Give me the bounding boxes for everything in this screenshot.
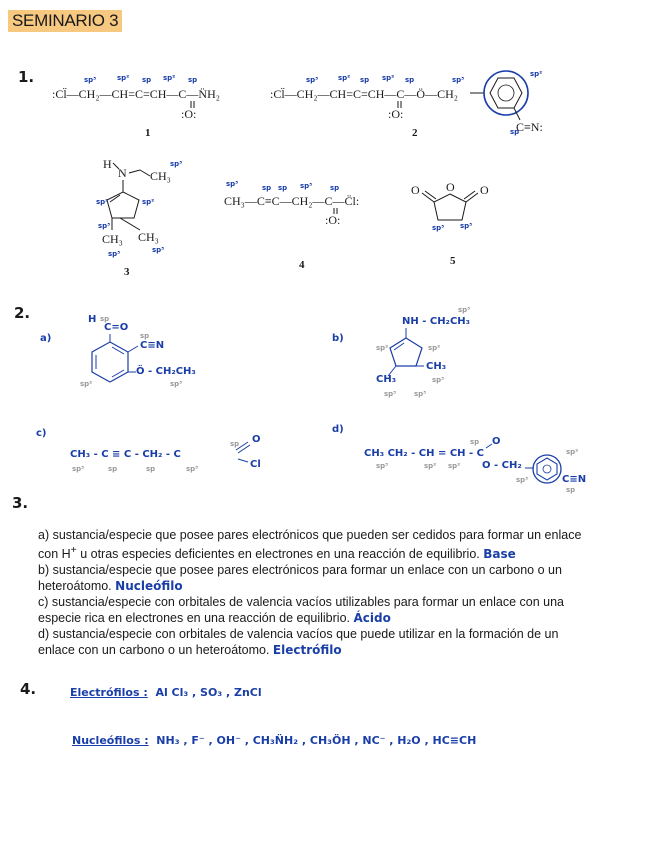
nucleofilos-list: NH₃ , F⁻ , OH⁻ , CH₃N̈H₂ , CH₃ÖH , NC⁻ , H₂O , HC≡CH bbox=[156, 734, 477, 747]
molecule-2-nitrile: C≡N: bbox=[516, 120, 543, 134]
hyb-label: sp² bbox=[382, 74, 395, 82]
hyb-label: sp³ bbox=[108, 250, 121, 258]
q3-a-answer: Base bbox=[483, 547, 516, 562]
q3-c-text: c) sustancia/especie con orbitales de valencia vacíos utilizables para formar un enlace con una especie rica en electrones en una reacción de equilibrio. bbox=[38, 595, 564, 626]
electrofilos-label: Electrófilos : bbox=[70, 686, 148, 699]
molecule-4-number: 4 bbox=[299, 259, 305, 271]
hyb-label: sp bbox=[230, 440, 240, 448]
hyb-label: sp³ bbox=[414, 390, 427, 398]
hyb-label: sp bbox=[405, 76, 415, 84]
q2-b-amine: NH - CH₂CH₃ bbox=[402, 316, 471, 327]
hyb-label: sp³ bbox=[460, 222, 473, 230]
q3-a-superscript: + bbox=[70, 545, 77, 556]
hyb-label: sp³ bbox=[376, 462, 389, 470]
hyb-label: sp² bbox=[376, 344, 389, 352]
q2-d-ester: O - CH₂ bbox=[482, 460, 522, 471]
hyb-label: sp³ bbox=[72, 465, 85, 473]
q2-c-oxygen: O bbox=[252, 434, 261, 445]
molecule-2-oxygen: :O: bbox=[388, 107, 404, 121]
hyb-label: sp² bbox=[163, 74, 176, 82]
q2-c-chlorine: Cl bbox=[250, 459, 261, 470]
hyb-label: sp bbox=[108, 465, 118, 473]
hyb-label: sp² bbox=[96, 198, 109, 206]
hyb-label: sp² bbox=[142, 198, 155, 206]
q2-d-oxygen: O bbox=[492, 436, 501, 447]
hyb-label: sp bbox=[140, 332, 150, 340]
page-title: SEMINARIO 3 bbox=[8, 10, 122, 32]
molecule-1-oxygen: :O: bbox=[181, 107, 197, 121]
hyb-label: sp³ bbox=[170, 160, 183, 168]
molecule-5-o-left: O bbox=[411, 183, 420, 197]
hyb-label: sp³ bbox=[226, 180, 239, 188]
q3-definitions bbox=[38, 527, 598, 658]
question-3-label: 3. bbox=[12, 494, 29, 512]
q3-c-answer: Ácido bbox=[353, 611, 391, 626]
hyb-label: sp bbox=[566, 486, 576, 494]
molecule-5-number: 5 bbox=[450, 255, 456, 267]
q2-a-nitrile: C≡N bbox=[140, 340, 165, 351]
molecule-2-formula: :Cl̈—CH₂—CH=C=CH—C—Ö—CH₂ bbox=[270, 87, 458, 101]
molecule-5-o-right: O bbox=[480, 183, 489, 197]
question-4-label: 4. bbox=[20, 680, 37, 698]
hyb-label: sp² bbox=[566, 448, 579, 456]
hyb-label: sp bbox=[470, 438, 480, 446]
q3-b-answer: Nucleófilo bbox=[115, 579, 183, 594]
q3-a-text-cont: u otras especies deficientes en electrones en una reacción de equilibrio. bbox=[76, 547, 480, 562]
molecule-3-number: 3 bbox=[124, 266, 130, 278]
hyb-label: sp bbox=[360, 76, 370, 84]
q2-d-formula: CH₃ CH₂ - CH = CH - C bbox=[364, 448, 484, 459]
hyb-label: sp² bbox=[117, 74, 130, 82]
q3-item-b bbox=[38, 562, 598, 594]
q3-d-text: d) sustancia/especie con orbitales de valencia vacíos que puede utilizar en la formación de un enlace con un carbono o un heteroátomo. bbox=[38, 627, 559, 658]
q3-d-answer: Electrófilo bbox=[272, 643, 342, 658]
hyb-label: sp³ bbox=[152, 246, 165, 254]
hyb-label: sp² bbox=[448, 462, 461, 470]
hyb-label: sp bbox=[188, 76, 198, 84]
hyb-label: sp³ bbox=[384, 390, 397, 398]
hyb-label: sp bbox=[330, 184, 340, 192]
molecule-1-number: 1 bbox=[145, 127, 151, 139]
hyb-label: sp² bbox=[338, 74, 351, 82]
hyb-label: sp bbox=[146, 465, 156, 473]
question-2-label: 2. bbox=[14, 304, 31, 322]
q2-b-label: b) bbox=[332, 333, 344, 344]
q3-item-c bbox=[38, 594, 598, 626]
q3-item-a bbox=[38, 527, 598, 562]
q2-b-ch3-left: CH₃ bbox=[376, 374, 397, 385]
q2-a-ether: Ö - CH₂CH₃ bbox=[136, 366, 196, 377]
hyb-label: sp² bbox=[424, 462, 437, 470]
q3-a-text: a) sustancia/especie que posee pares electrónicos que pueden ser cedidos para formar un enlace con H bbox=[38, 528, 582, 562]
hyb-label: sp bbox=[278, 184, 288, 192]
hyb-label: sp³ bbox=[452, 76, 465, 84]
molecule-3-ethyl: CH₃ bbox=[150, 169, 171, 183]
hyb-label: sp³ bbox=[186, 465, 199, 473]
hyb-label: sp³ bbox=[458, 306, 471, 314]
hyb-label: sp bbox=[262, 184, 272, 192]
electrofilos-row bbox=[70, 686, 262, 699]
question-1-label: 1. bbox=[18, 68, 35, 86]
hyb-label: sp³ bbox=[306, 76, 319, 84]
hyb-label: sp³ bbox=[516, 476, 529, 484]
electrofilos-list: Al Cl₃ , SO₃ , ZnCl bbox=[155, 686, 262, 699]
q2-b-ch3-right: CH₃ bbox=[426, 361, 447, 372]
hyb-label: sp³ bbox=[98, 222, 111, 230]
molecule-1-formula: :Cl̈—CH₂—CH=C=CH—C—N̈H₂ bbox=[52, 87, 220, 101]
hyb-label: sp bbox=[510, 128, 520, 136]
hyb-label: sp² bbox=[530, 70, 543, 78]
hyb-label: sp³ bbox=[432, 376, 445, 384]
q2-d-nitrile: C≡N bbox=[562, 474, 587, 485]
hyb-label: sp³ bbox=[170, 380, 183, 388]
q2-d-label: d) bbox=[332, 424, 344, 435]
molecule-3-h: H bbox=[103, 157, 112, 171]
molecule-5-o-mid: O bbox=[446, 180, 455, 194]
molecule-4-formula: CH₃—C≡C—CH₂—C—C̈l: bbox=[224, 194, 360, 208]
hyb-label: sp bbox=[100, 315, 110, 323]
q2-c-label: c) bbox=[36, 428, 47, 439]
q2-a-label: a) bbox=[40, 333, 52, 344]
q3-item-d bbox=[38, 626, 598, 658]
q2-a-h: H bbox=[88, 314, 97, 325]
hyb-label: sp² bbox=[80, 380, 93, 388]
hyb-label: sp³ bbox=[300, 182, 313, 190]
molecule-2-number: 2 bbox=[412, 127, 418, 139]
hyb-label: sp² bbox=[428, 344, 441, 352]
molecule-3-n: N bbox=[118, 166, 127, 180]
hyb-label: sp³ bbox=[84, 76, 97, 84]
hyb-label: sp bbox=[142, 76, 152, 84]
nucleofilos-label: Nucleófilos : bbox=[72, 734, 149, 747]
molecule-3-ch3-left: CH₃ bbox=[102, 232, 123, 246]
hyb-label: sp³ bbox=[432, 224, 445, 232]
molecule-4-oxygen: :O: bbox=[325, 213, 341, 227]
benzyl-ring-circled bbox=[0, 0, 1, 1]
q3-b-text: b) sustancia/especie que posee pares electrónicos para formar un enlace con un carbono o un heteroátomo. bbox=[38, 563, 562, 594]
q2-c-formula: CH₃ - C ≡ C - CH₂ - C bbox=[70, 449, 181, 460]
q2-a-aldehyde: C=O bbox=[104, 322, 129, 333]
molecule-3-ch3-right: CH₃ bbox=[138, 230, 159, 244]
nucleofilos-row bbox=[72, 734, 476, 747]
